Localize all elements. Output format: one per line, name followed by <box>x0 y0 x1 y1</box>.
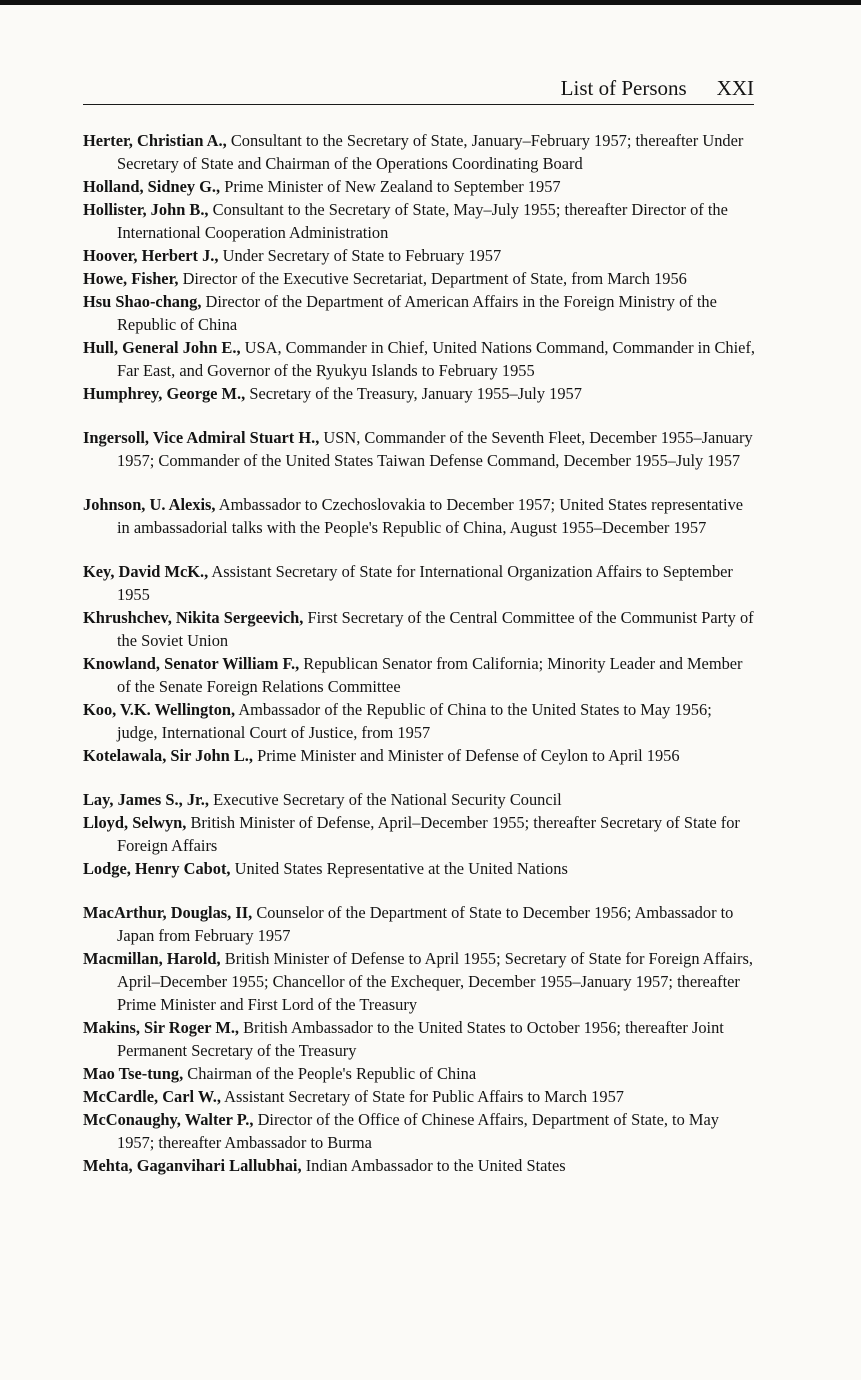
person-name: Kotelawala, Sir John L., <box>83 746 253 765</box>
person-name: Holland, Sidney G., <box>83 177 221 196</box>
page-number: XXI <box>716 76 754 100</box>
person-entry <box>83 129 755 175</box>
person-description: Assistant Secretary of State for Public Affairs to March 1957 <box>224 1087 624 1106</box>
page-header <box>83 72 754 105</box>
person-name: McCardle, Carl W., <box>83 1087 221 1106</box>
person-entry <box>83 198 755 244</box>
person-entry <box>83 744 755 767</box>
person-entry <box>83 652 755 698</box>
person-name: McConaughy, Walter P., <box>83 1110 254 1129</box>
person-description: Consultant to the Secretary of State, May–July 1955; thereafter Director of the International Cooperation Administration <box>117 200 728 242</box>
person-description: Chairman of the People's Republic of China <box>187 1064 477 1083</box>
persons-list <box>83 129 755 1177</box>
top-border-rule <box>0 0 861 5</box>
person-name: Johnson, U. Alexis, <box>83 495 216 514</box>
letter-group <box>83 426 755 472</box>
person-description: United States Representative at the United Nations <box>234 859 568 878</box>
person-description: British Minister of Defense to April 1955; Secretary of State for Foreign Affairs, April–December 1955; Chancellor of the Exchequer, December 1955–January 1957; thereafter Prime Minister and First Lord of the Treasury <box>117 949 753 1014</box>
person-description: Ambassador of the Republic of China to the United States to May 1956; judge, International Court of Justice, from 1957 <box>117 700 712 742</box>
person-entry <box>83 244 755 267</box>
person-name: Humphrey, George M., <box>83 384 246 403</box>
person-entry <box>83 336 755 382</box>
person-name: Lodge, Henry Cabot, <box>83 859 231 878</box>
person-description: Counselor of the Department of State to December 1956; Ambassador to Japan from February 1957 <box>117 903 734 945</box>
person-description: Executive Secretary of the National Security Council <box>213 790 562 809</box>
person-name: Hull, General John E., <box>83 338 241 357</box>
person-name: Makins, Sir Roger M., <box>83 1018 240 1037</box>
person-entry <box>83 560 755 606</box>
person-entry <box>83 290 755 336</box>
person-entry <box>83 1085 755 1108</box>
person-entry <box>83 1108 755 1154</box>
person-description: Ambassador to Czechoslovakia to December 1957; United States representative in ambassadorial talks with the People's Republic of China, August 1955–December 1957 <box>117 495 744 537</box>
person-name: Lloyd, Selwyn, <box>83 813 187 832</box>
person-description: British Minister of Defense, April–December 1955; thereafter Secretary of State for Foreign Affairs <box>117 813 740 855</box>
person-name: Mao Tse-tung, <box>83 1064 184 1083</box>
person-description: Consultant to the Secretary of State, January–February 1957; thereafter Under Secretary of State and Chairman of the Operations Coordinating Board <box>117 131 744 173</box>
person-description: Under Secretary of State to February 1957 <box>222 246 502 265</box>
letter-group <box>83 788 755 880</box>
person-entry <box>83 606 755 652</box>
person-entry <box>83 788 755 811</box>
person-entry <box>83 175 755 198</box>
letter-group <box>83 560 755 767</box>
person-entry <box>83 698 755 744</box>
person-name: Ingersoll, Vice Admiral Stuart H., <box>83 428 320 447</box>
person-description: Prime Minister of New Zealand to September 1957 <box>224 177 561 196</box>
person-entry <box>83 493 755 539</box>
person-entry <box>83 811 755 857</box>
letter-group <box>83 901 755 1177</box>
letter-group <box>83 129 755 405</box>
person-name: Herter, Christian A., <box>83 131 227 150</box>
person-entry <box>83 426 755 472</box>
person-name: Hoover, Herbert J., <box>83 246 219 265</box>
person-description: Republican Senator from California; Minority Leader and Member of the Senate Foreign Relations Committee <box>117 654 743 696</box>
page-title: List of Persons <box>560 76 687 100</box>
person-description: Indian Ambassador to the United States <box>305 1156 566 1175</box>
person-name: Koo, V.K. Wellington, <box>83 700 236 719</box>
person-name: Howe, Fisher, <box>83 269 179 288</box>
person-description: First Secretary of the Central Committee of the Communist Party of the Soviet Union <box>117 608 754 650</box>
person-description: Assistant Secretary of State for International Organization Affairs to September 1955 <box>117 562 733 604</box>
letter-group <box>83 493 755 539</box>
person-description: British Ambassador to the United States to October 1956; thereafter Joint Permanent Secretary of the Treasury <box>117 1018 724 1060</box>
person-name: Hollister, John B., <box>83 200 209 219</box>
person-description: Prime Minister and Minister of Defense of Ceylon to April 1956 <box>257 746 680 765</box>
person-name: MacArthur, Douglas, II, <box>83 903 253 922</box>
person-name: Mehta, Gaganvihari Lallubhai, <box>83 1156 302 1175</box>
person-description: Director of the Executive Secretariat, Department of State, from March 1956 <box>182 269 687 288</box>
person-description: USA, Commander in Chief, United Nations Command, Commander in Chief, Far East, and Governor of the Ryukyu Islands to February 1955 <box>117 338 755 380</box>
person-entry <box>83 267 755 290</box>
person-description: USN, Commander of the Seventh Fleet, December 1955–January 1957; Commander of the United States Taiwan Defense Command, December 1955–July 1957 <box>117 428 753 470</box>
person-name: Khrushchev, Nikita Sergeevich, <box>83 608 304 627</box>
person-entry <box>83 1062 755 1085</box>
person-entry <box>83 1016 755 1062</box>
person-description: Director of the Office of Chinese Affairs, Department of State, to May 1957; thereafter Ambassador to Burma <box>117 1110 719 1152</box>
person-name: Lay, James S., Jr., <box>83 790 209 809</box>
person-description: Secretary of the Treasury, January 1955–July 1957 <box>249 384 582 403</box>
person-description: Director of the Department of American Affairs in the Foreign Ministry of the Republic of China <box>117 292 717 334</box>
person-name: Key, David McK., <box>83 562 209 581</box>
person-name: Macmillan, Harold, <box>83 949 221 968</box>
person-entry <box>83 857 755 880</box>
person-entry <box>83 382 755 405</box>
person-name: Hsu Shao-chang, <box>83 292 202 311</box>
person-name: Knowland, Senator William F., <box>83 654 300 673</box>
person-entry <box>83 947 755 1016</box>
person-entry <box>83 901 755 947</box>
person-entry <box>83 1154 755 1177</box>
